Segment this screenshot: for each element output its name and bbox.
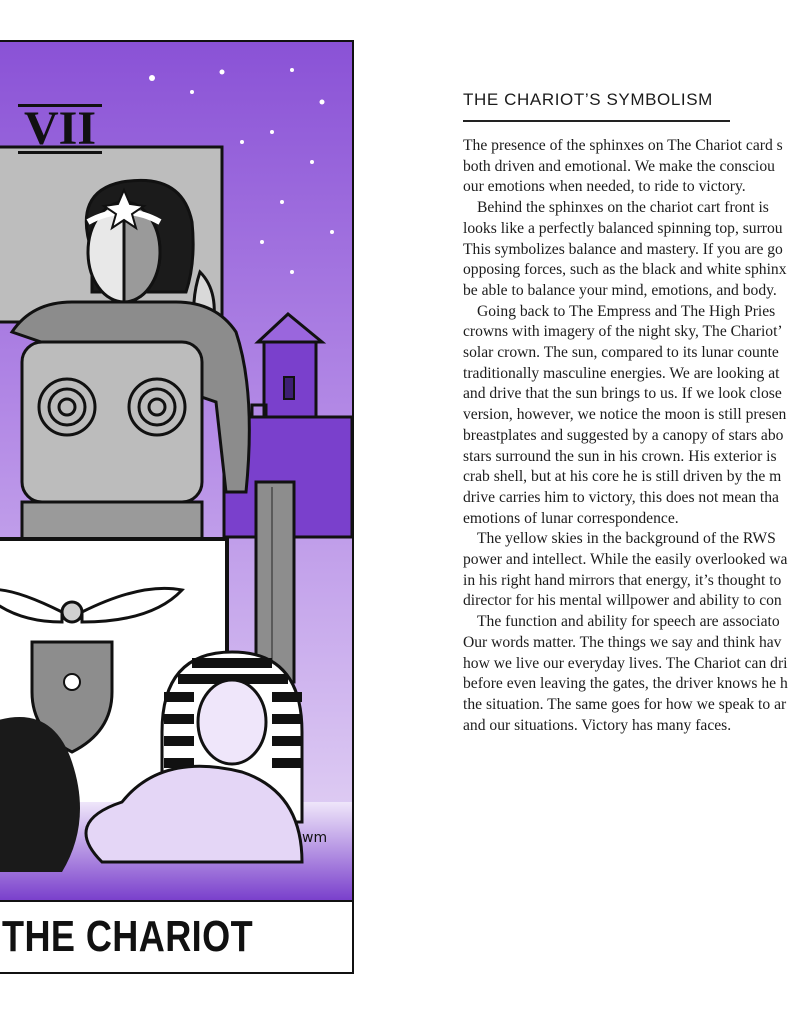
card-title: THE CHARIOT [2,912,254,961]
text-line: be able to balance your mind, emotions, and body. [463,281,777,299]
symbolism-text-column [463,90,800,736]
text-line: solar crown. The sun, compared to its lunar counte [463,344,779,362]
body-text [463,136,800,736]
text-line: breastplates and suggested by a canopy of stars abo [463,426,784,444]
chariot-card-illustration [0,42,352,900]
text-line: in his right hand mirrors that energy, it’s thought to [463,571,782,589]
text-line: The yellow skies in the background of the RWS [477,530,776,548]
text-line: and drive that the sun brings to us. If we look close [463,385,782,403]
text-line: our emotions when needed, to ride to victory. [463,178,746,196]
text-line: both driven and emotional. We make the consciou [463,157,775,175]
text-line: opposing forces, such as the black and white sphinx [463,261,787,279]
text-line: crowns with imagery of the night sky, The Chariot’ [463,323,783,341]
text-line: power and intellect. While the easily overlooked wa [463,551,788,569]
stone-pillar [256,482,294,682]
text-line: stars surround the sun in his crown. His exterior is [463,447,777,465]
text-line: drive carries him to victory, this does not mean tha [463,488,779,506]
card-numeral: VII [18,104,102,154]
text-line: The presence of the sphinxes on The Chariot card s [463,137,783,154]
tarot-card-the-chariot [0,40,354,974]
text-line: and our situations. Victory has many faces. [463,716,732,734]
text-line: Going back to The Empress and The High Pries [477,302,776,320]
text-line: version, however, we notice the moon is still presen [463,406,787,424]
text-line: The function and ability for speech are associato [477,613,780,631]
text-line: emotions of lunar correspondence. [463,509,679,527]
heading-underline [463,120,730,122]
text-line: how we live our everyday lives. The Chariot can dri [463,654,788,672]
text-line: looks like a perfectly balanced spinning top, surrou [463,219,783,237]
text-line: director for his mental willpower and ability to con [463,592,782,610]
text-line: traditionally masculine energies. We are looking at [463,364,780,382]
artist-signature: wm [302,830,328,846]
text-line: before even leaving the gates, the driver knows he h [463,675,788,693]
spinning-top [64,674,80,690]
text-line: the situation. The same goes for how we speak to ar [463,695,787,713]
section-heading: THE CHARIOT’S SYMBOLISM [463,90,713,109]
text-line: crab shell, but at his core he is still driven by the m [463,468,782,486]
text-line: Behind the sphinxes on the chariot cart front is [477,199,769,217]
text-line: Our words matter. The things we say and think hav [463,633,782,651]
text-line: This symbolizes balance and mastery. If you are go [463,240,783,258]
card-title-band [0,900,352,974]
